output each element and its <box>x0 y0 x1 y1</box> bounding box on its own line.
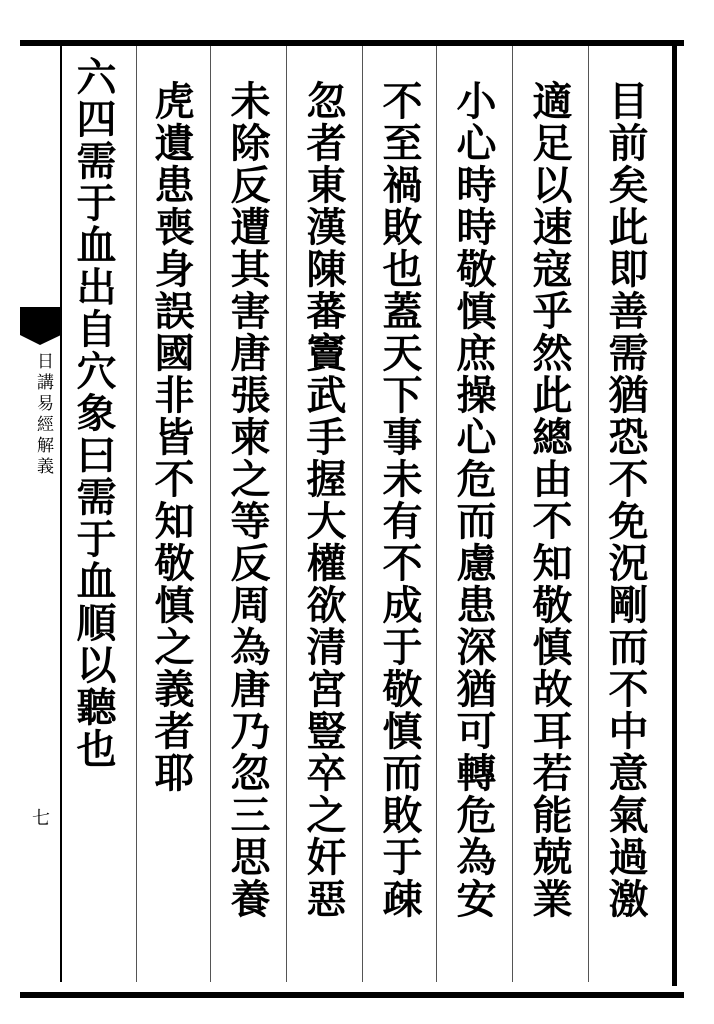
fishtail-ornament <box>20 307 61 335</box>
text-column-1: 目前矣此即善需猶恐不免況剛而不中意氣過激 <box>602 80 649 920</box>
column-divider <box>286 46 287 982</box>
column-divider <box>512 46 513 982</box>
text-column-3: 小心時時敬慎庶操心危而慮患深猶可轉危為安 <box>450 80 497 920</box>
margin-top-label <box>24 64 54 284</box>
column-divider <box>436 46 437 982</box>
text-column-5: 忽者東漢陳蕃竇武手握大權欲清宮豎卒之奸惡 <box>300 80 347 920</box>
text-column-2: 適足以速寇乎然此總由不知敬慎故耳若能兢業 <box>526 80 573 920</box>
column-divider <box>588 46 589 982</box>
text-column-7: 虎遺患喪身誤國非皆不知敬慎之義者耶 <box>148 80 195 794</box>
right-border-rule <box>672 44 677 986</box>
column-divider <box>362 46 363 982</box>
column-divider <box>136 46 137 982</box>
text-column-8: 六四需于血出自穴象曰需于血順以聽也 <box>70 56 117 770</box>
column-divider <box>210 46 211 982</box>
page-frame <box>20 40 684 998</box>
text-column-4: 不至禍敗也蓋天下事未有不成于敬慎而敗于疎 <box>376 80 423 920</box>
text-column-6: 未除反遭其害唐張柬之等反周為唐乃忽三思養 <box>224 80 271 920</box>
page-number: 七 <box>29 808 50 826</box>
book-title: 日講易經解義 <box>33 352 53 478</box>
